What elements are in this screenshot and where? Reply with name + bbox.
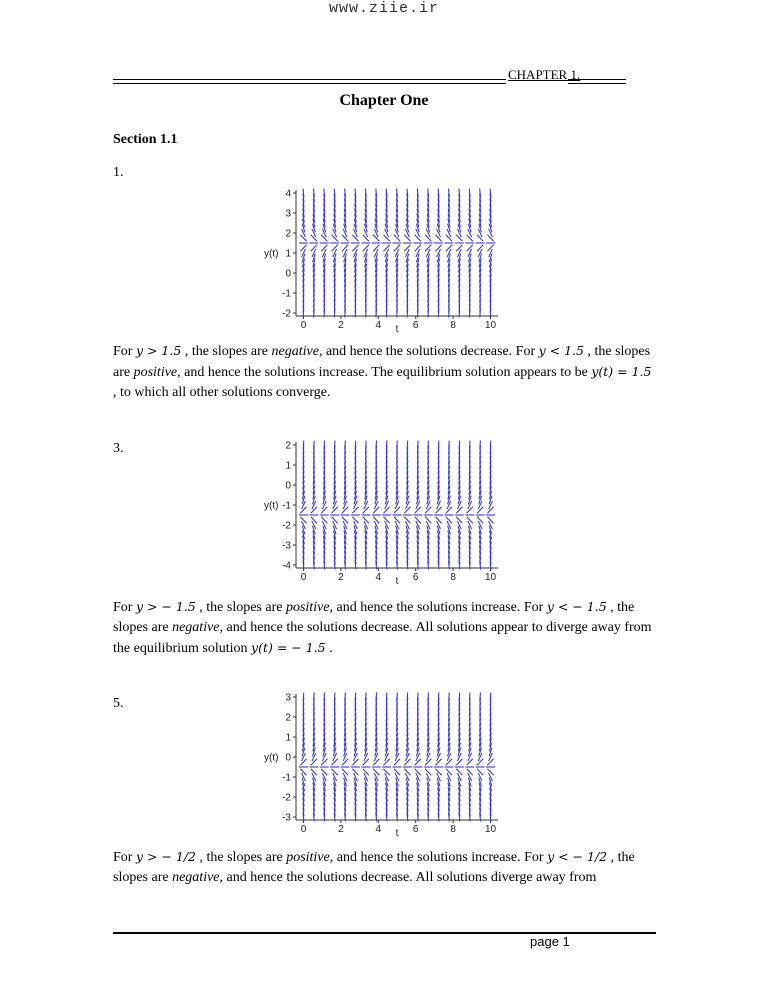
slope-segment [300, 759, 306, 766]
header-rule [113, 79, 506, 84]
slope-segment [456, 517, 462, 524]
slope-segment [404, 759, 410, 766]
math-expression: y < − 1/2 [547, 849, 608, 864]
x-tick-label: 8 [450, 824, 456, 835]
slope-segment [386, 441, 387, 450]
slope-segment [311, 507, 317, 514]
slope-segment [366, 693, 367, 702]
emphasis-text: negative [271, 344, 319, 359]
y-axis-label: y(t) [264, 500, 279, 512]
slope-segment [384, 517, 390, 524]
x-tick-label: 0 [300, 320, 307, 331]
slope-segment [425, 235, 431, 242]
slope-segment [311, 769, 317, 776]
x-tick-label: 6 [412, 824, 419, 835]
slope-segment [467, 517, 473, 524]
slope-segment [300, 769, 306, 776]
slope-segment [425, 759, 431, 766]
slope-segment [352, 235, 358, 242]
slope-segment [397, 441, 398, 450]
slope-field-plot-3 [262, 434, 512, 594]
slope-segment [425, 245, 431, 252]
slope-segment [352, 517, 358, 524]
slope-segment [345, 693, 346, 702]
slope-segment [376, 441, 377, 450]
y-tick-label: 1 [285, 732, 291, 744]
text-run: For [113, 344, 136, 359]
problem-number: 1. [113, 165, 124, 180]
y-tick-label: 1 [285, 248, 291, 260]
x-axis-label: t [395, 324, 399, 335]
chapter-title: Chapter One [339, 92, 429, 109]
slope-segment [425, 769, 431, 776]
slope-segment [459, 441, 460, 450]
slope-segment [332, 759, 338, 766]
problem-1-answer [113, 341, 658, 403]
slope-segment [415, 759, 421, 766]
slope-segment [373, 507, 379, 514]
slope-segment [480, 441, 481, 450]
slope-segment [373, 769, 379, 776]
slope-segment [363, 235, 369, 242]
slope-segment [428, 693, 429, 702]
page-number: page 1 [530, 934, 570, 949]
math-expression: y > − 1.5 [135, 599, 196, 614]
slope-segment [477, 235, 483, 242]
y-tick-label: -2 [282, 308, 291, 320]
slope-segment [449, 693, 450, 702]
text-run: , the slopes are [196, 850, 287, 865]
slope-segment [321, 507, 327, 514]
x-tick-label: 4 [375, 824, 382, 835]
text-run: , the slopes are [113, 850, 635, 885]
slope-segment [352, 759, 358, 766]
slope-segment [300, 245, 306, 252]
slope-segment [438, 693, 439, 702]
text-run: , the slopes are [181, 344, 272, 359]
slope-segment [415, 245, 421, 252]
x-tick-label: 2 [338, 320, 344, 331]
x-tick-label: 10 [484, 824, 497, 835]
slope-segment [345, 441, 346, 450]
slope-segment [321, 235, 327, 242]
x-tick-label: 6 [412, 572, 419, 583]
slope-segment [487, 769, 493, 776]
slope-segment [467, 759, 473, 766]
x-tick-label: 10 [484, 572, 497, 583]
slope-segment [415, 507, 421, 514]
footer-rule [113, 932, 656, 934]
slope-segment [417, 441, 418, 450]
x-tick-label: 2 [338, 824, 344, 835]
slope-segment [366, 441, 367, 450]
slope-segment [394, 235, 400, 242]
slope-segment [477, 507, 483, 514]
slope-segment [404, 235, 410, 242]
problem-5-answer [113, 847, 658, 888]
slope-segment [446, 517, 452, 524]
slope-segment [456, 507, 462, 514]
slope-segment [456, 759, 462, 766]
emphasis-text: positive [286, 850, 330, 865]
slope-segment [324, 441, 325, 450]
text-run: , and hence the solutions decrease. All solutions diverge away from [219, 870, 597, 885]
y-tick-label: 2 [285, 228, 291, 240]
slope-segment [352, 769, 358, 776]
text-run: , and hence the solutions increase. For [329, 850, 548, 865]
slope-segment [355, 441, 356, 450]
slope-segment [373, 235, 379, 242]
slope-segment [352, 245, 358, 252]
y-tick-label: -2 [282, 792, 291, 804]
slope-segment [404, 769, 410, 776]
slope-segment [459, 693, 460, 702]
slope-segment [311, 517, 317, 524]
problem-number: 3. [113, 441, 124, 456]
slope-segment [435, 769, 441, 776]
slope-segment [404, 245, 410, 252]
running-header: CHAPTER 1. [508, 67, 581, 82]
slope-segment [446, 507, 452, 514]
slope-segment [435, 245, 441, 252]
slope-segment [435, 517, 441, 524]
slope-segment [456, 235, 462, 242]
math-expression: y < − 1.5 [546, 599, 607, 614]
slope-segment [425, 517, 431, 524]
text-run: . [325, 641, 333, 656]
y-tick-label: 2 [285, 440, 291, 452]
slope-segment [376, 693, 377, 702]
text-run: For [113, 850, 136, 865]
slope-segment [487, 245, 493, 252]
x-axis-label: t [395, 828, 399, 839]
y-tick-label: 1 [285, 460, 291, 472]
slope-segment [332, 507, 338, 514]
slope-segment [321, 759, 327, 766]
y-tick-label: 0 [285, 752, 291, 764]
slope-segment [425, 507, 431, 514]
slope-segment [435, 507, 441, 514]
slope-segment [300, 235, 306, 242]
slope-segment [477, 769, 483, 776]
header-rule-end [568, 79, 626, 84]
y-tick-label: 4 [285, 188, 291, 200]
x-tick-label: 4 [375, 320, 382, 331]
slope-segment [321, 245, 327, 252]
text-run: , and hence the solutions decrease. For [318, 344, 539, 359]
slope-segment [477, 759, 483, 766]
slope-segment [446, 759, 452, 766]
slope-segment [342, 507, 348, 514]
slope-segment [456, 245, 462, 252]
problem-3-answer [113, 597, 658, 659]
slope-segment [446, 769, 452, 776]
text-run: , and hence the solutions decrease. All solutions appear to diverge away from the equilibrium solution [113, 620, 652, 656]
x-tick-label: 4 [375, 572, 382, 583]
slope-segment [384, 507, 390, 514]
slope-segment [311, 235, 317, 242]
slope-segment [332, 769, 338, 776]
math-expression: y(t) = 1.5 [591, 364, 652, 379]
slope-field-plot-5 [262, 686, 512, 846]
slope-segment [415, 769, 421, 776]
slope-segment [487, 507, 493, 514]
slope-segment [342, 769, 348, 776]
slope-segment [394, 759, 400, 766]
slope-segment [363, 769, 369, 776]
slope-segment [394, 517, 400, 524]
slope-segment [384, 235, 390, 242]
x-tick-label: 0 [300, 824, 307, 835]
slope-segment [384, 245, 390, 252]
text-run: , and hence the solutions increase. The equilibrium solution appears to be [177, 365, 592, 380]
slope-segment [477, 517, 483, 524]
slope-segment [404, 507, 410, 514]
y-tick-label: -1 [282, 288, 291, 300]
slope-segment [384, 759, 390, 766]
slope-segment [334, 693, 335, 702]
slope-segment [415, 235, 421, 242]
slope-segment [407, 441, 408, 450]
slope-segment [303, 693, 304, 702]
y-tick-label: -3 [282, 812, 291, 824]
y-tick-label: -1 [282, 772, 291, 784]
problem-number: 5. [113, 696, 124, 711]
x-tick-label: 8 [450, 320, 456, 331]
slope-segment [321, 769, 327, 776]
math-expression: y > 1.5 [135, 343, 182, 358]
slope-segment [311, 245, 317, 252]
slope-segment [435, 759, 441, 766]
slope-segment [373, 245, 379, 252]
slope-segment [324, 693, 325, 702]
emphasis-text: negative [172, 870, 220, 885]
slope-segment [363, 517, 369, 524]
x-tick-label: 6 [412, 320, 419, 331]
slope-segment [342, 235, 348, 242]
slope-segment [467, 769, 473, 776]
slope-segment [342, 517, 348, 524]
slope-segment [394, 769, 400, 776]
slope-segment [435, 235, 441, 242]
x-tick-label: 2 [338, 572, 344, 583]
slope-segment [456, 769, 462, 776]
y-axis-label: y(t) [264, 752, 279, 764]
slope-segment [487, 235, 493, 242]
y-tick-label: -4 [282, 560, 291, 572]
slope-segment [314, 693, 315, 702]
y-tick-label: 3 [285, 692, 291, 704]
slope-segment [480, 693, 481, 702]
slope-segment [311, 759, 317, 766]
x-axis-label: t [395, 576, 399, 587]
text-run: , the slopes are [113, 600, 635, 635]
slope-segment [355, 693, 356, 702]
slope-segment [386, 693, 387, 702]
y-tick-label: -3 [282, 540, 291, 552]
slope-segment [303, 441, 304, 450]
slope-segment [446, 245, 452, 252]
slope-segment [342, 245, 348, 252]
slope-segment [384, 769, 390, 776]
y-tick-label: 0 [285, 268, 291, 280]
emphasis-text: positive [133, 365, 178, 380]
slope-field-plot-1 [262, 182, 512, 342]
slope-segment [404, 517, 410, 524]
y-tick-label: -2 [282, 520, 291, 532]
slope-segment [417, 693, 418, 702]
slope-segment [300, 517, 306, 524]
text-run: For [113, 600, 136, 615]
text-run: , to which all other solutions converge. [113, 385, 331, 400]
slope-segment [477, 245, 483, 252]
slope-segment [363, 759, 369, 766]
slope-segment [363, 245, 369, 252]
slope-segment [490, 693, 491, 702]
emphasis-text: positive [285, 600, 330, 615]
math-expression: y > − 1/2 [135, 849, 196, 864]
slope-segment [438, 441, 439, 450]
slope-segment [300, 507, 306, 514]
math-expression: y(t) = − 1.5 [251, 640, 326, 655]
slope-segment [332, 245, 338, 252]
slope-segment [363, 507, 369, 514]
slope-segment [332, 235, 338, 242]
slope-segment [467, 245, 473, 252]
watermark: www.ziie.ir [328, 0, 440, 17]
slope-segment [314, 441, 315, 450]
slope-segment [487, 517, 493, 524]
slope-segment [407, 693, 408, 702]
slope-segment [373, 759, 379, 766]
slope-segment [467, 507, 473, 514]
slope-segment [449, 441, 450, 450]
y-axis-label: y(t) [264, 248, 279, 260]
slope-segment [397, 693, 398, 702]
text-run: , the slopes are [195, 600, 286, 615]
text-run: , and hence the solutions increase. For [329, 600, 547, 615]
x-tick-label: 8 [450, 572, 456, 583]
slope-segment [467, 235, 473, 242]
slope-segment [352, 507, 358, 514]
slope-segment [469, 693, 470, 702]
slope-segment [394, 245, 400, 252]
slope-segment [373, 517, 379, 524]
emphasis-text: negative [172, 620, 220, 635]
slope-segment [321, 517, 327, 524]
slope-segment [415, 517, 421, 524]
y-tick-label: 3 [285, 208, 291, 220]
y-tick-label: 0 [285, 480, 291, 492]
math-expression: y < 1.5 [538, 343, 584, 358]
slope-segment [334, 441, 335, 450]
text-run: , the slopes are [113, 344, 651, 380]
slope-segment [342, 759, 348, 766]
slope-segment [446, 235, 452, 242]
y-tick-label: 2 [285, 712, 291, 724]
slope-segment [428, 441, 429, 450]
slope-segment [394, 507, 400, 514]
slope-segment [332, 517, 338, 524]
slope-segment [490, 441, 491, 450]
slope-segment [469, 441, 470, 450]
x-tick-label: 0 [300, 572, 307, 583]
section-heading: Section 1.1 [113, 132, 178, 147]
slope-segment [487, 759, 493, 766]
y-tick-label: -1 [282, 500, 291, 512]
x-tick-label: 10 [484, 320, 497, 331]
